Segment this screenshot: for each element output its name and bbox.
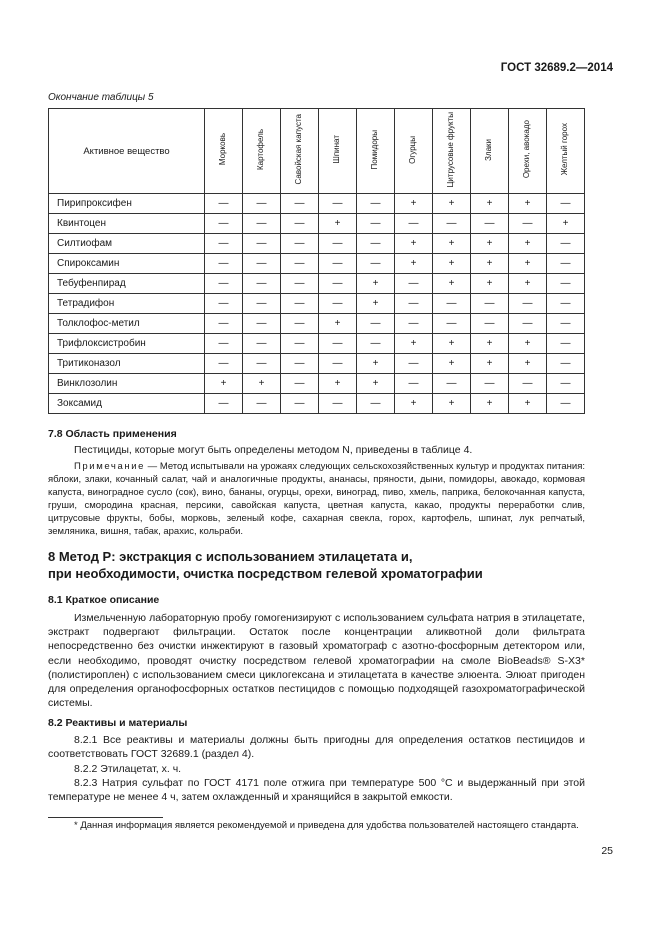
- substance-name: Тебуфенпирад: [49, 274, 205, 294]
- note: [48, 461, 585, 538]
- table-cell: —: [243, 214, 281, 234]
- table-cell: —: [319, 254, 357, 274]
- substance-name: Тетрадифон: [49, 294, 205, 314]
- table-cell: +: [471, 254, 509, 274]
- note-text: — Метод испытывали на урожаях следующих сельскохозяйственных культур и продуктах питания: яблоки, злаки, кочанный салат, чай и аналогичные продукты, ананасы, пряности, дыни, помидоры, авокадо, кормовая капуста, виноградное сусло (сок), вино, бананы, огурцы, орехи, виноград, пиво, хмель, паприка, белокочанная капуста, груши, смородина красная, персики, савойская капуста, цветная капуста, какао, продукты переработки слив, цитрусовые фрукты, бобы, морковь, зеленый кофе, сахарная свекла, горох, картофель, шпинат, лук репчатый, земляника, вишня, табак, арахис, кольраби.: [48, 461, 585, 537]
- column-header: Орехи, авокадо: [509, 109, 547, 194]
- table-cell: +: [509, 394, 547, 414]
- table-cell: —: [433, 294, 471, 314]
- table-cell: —: [547, 254, 585, 274]
- table-cell: +: [243, 374, 281, 394]
- section-7-8-text: Пестициды, которые могут быть определены методом N, приведены в таблице 4.: [74, 444, 473, 456]
- substance-name: Тритиконазол: [49, 354, 205, 374]
- table-cell: —: [281, 334, 319, 354]
- table-cell: —: [243, 194, 281, 214]
- table-cell: —: [547, 274, 585, 294]
- substance-name: Квинтоцен: [49, 214, 205, 234]
- section-8-heading-line-2: при необходимости, очистка посредством гелевой хроматографии: [48, 566, 483, 581]
- table-header-row: [49, 109, 585, 194]
- table-cell: +: [433, 354, 471, 374]
- table-cell: —: [471, 374, 509, 394]
- section-8-1-text: Измельченную лабораторную пробу гомогенизируют с использованием сульфата натрия в этилацетате, экстракт подвергают фильтрации. Остаток после концентрации аликвотной доли фильтрата непосредственно без очистки инжектируют в газовый хроматограф с азотно-фосфорным детектором или, если необходимо, проводят очистку посредством гелевой хроматографии на смоле BioBeads® S-X3* (полистироплен) с использованием смеси циклогексана и этилацетата в качестве элюента. Элюат пригоден для определения органофосфорных остатков пестицидов с помощью подходящей газохроматографической системы.: [48, 612, 585, 710]
- column-header: Шпинат: [319, 109, 357, 194]
- column-header: Савойская капуста: [281, 109, 319, 194]
- table-cell: —: [243, 254, 281, 274]
- table-cell: —: [319, 194, 357, 214]
- table-cell: —: [509, 314, 547, 334]
- section-8-heading-line-1: 8 Метод P: экстракция с использованием этилацетата и,: [48, 549, 413, 564]
- table-cell: —: [357, 214, 395, 234]
- table-cell: —: [243, 354, 281, 374]
- column-header: Огурцы: [395, 109, 433, 194]
- table-cell: —: [281, 374, 319, 394]
- table-cell: —: [205, 254, 243, 274]
- table-cell: —: [243, 394, 281, 414]
- table-cell: —: [319, 234, 357, 254]
- table-cell: —: [205, 294, 243, 314]
- table-cell: —: [395, 354, 433, 374]
- table-cell: +: [471, 354, 509, 374]
- substance-name: Спироксамин: [49, 254, 205, 274]
- table-cell: —: [319, 334, 357, 354]
- table-row: [49, 294, 585, 314]
- table-cell: —: [243, 314, 281, 334]
- table-cell: —: [395, 294, 433, 314]
- substance-name: Трифлоксистробин: [49, 334, 205, 354]
- section-8-2-1: 8.2.1 Все реактивы и материалы должны быть пригодны для определения остатков пестицидов и соответствовать ГОСТ 32689.1 (раздел 4).: [48, 734, 585, 761]
- table-body: [49, 194, 585, 414]
- substance-name: Силтиофам: [49, 234, 205, 254]
- table-cell: +: [471, 274, 509, 294]
- table-cell: —: [205, 274, 243, 294]
- table-row: [49, 354, 585, 374]
- table-row: [49, 214, 585, 234]
- footnote-divider: [48, 817, 163, 818]
- table-cell: —: [205, 334, 243, 354]
- table-cell: +: [547, 214, 585, 234]
- table-cell: —: [243, 234, 281, 254]
- table-cell: +: [509, 354, 547, 374]
- section-7-8-heading: 7.8 Область применения: [48, 428, 177, 440]
- table-cell: +: [509, 254, 547, 274]
- section-8-heading: [48, 548, 585, 582]
- table-cell: —: [281, 254, 319, 274]
- table-cell: —: [433, 314, 471, 334]
- table-cell: +: [433, 234, 471, 254]
- table-row: [49, 234, 585, 254]
- column-header: Морковь: [205, 109, 243, 194]
- table-cell: —: [395, 214, 433, 234]
- table-cell: —: [357, 334, 395, 354]
- residue-table: [48, 108, 585, 414]
- substance-name: Пирипроксифен: [49, 194, 205, 214]
- table-cell: —: [509, 214, 547, 234]
- table-cell: —: [205, 394, 243, 414]
- table-cell: —: [281, 394, 319, 414]
- table-cell: —: [547, 354, 585, 374]
- table-cell: —: [319, 294, 357, 314]
- table-cell: —: [547, 234, 585, 254]
- table-cell: +: [395, 394, 433, 414]
- column-header: Желтый горох: [547, 109, 585, 194]
- table-cell: —: [471, 294, 509, 314]
- table-cell: +: [319, 314, 357, 334]
- column-header: Картофель: [243, 109, 281, 194]
- table-cell: —: [205, 194, 243, 214]
- column-header: Злаки: [471, 109, 509, 194]
- table-cell: +: [509, 234, 547, 254]
- table-cell: —: [281, 294, 319, 314]
- table-cell: —: [357, 194, 395, 214]
- table-cell: —: [357, 234, 395, 254]
- table-cell: +: [433, 194, 471, 214]
- table-cell: —: [243, 294, 281, 314]
- table-caption: Окончание таблицы 5: [48, 92, 154, 103]
- table-cell: +: [509, 194, 547, 214]
- table-cell: —: [205, 314, 243, 334]
- table-cell: —: [509, 374, 547, 394]
- table-cell: +: [395, 334, 433, 354]
- column-header-substance: Активное вещество: [49, 109, 205, 194]
- table-cell: —: [243, 274, 281, 294]
- table-row: [49, 394, 585, 414]
- table-row: [49, 334, 585, 354]
- table-cell: —: [547, 334, 585, 354]
- table-cell: —: [319, 354, 357, 374]
- table-cell: —: [547, 314, 585, 334]
- table-cell: +: [357, 374, 395, 394]
- table-cell: —: [319, 274, 357, 294]
- table-row: [49, 194, 585, 214]
- table-cell: +: [395, 194, 433, 214]
- table-cell: +: [471, 394, 509, 414]
- table-row: [49, 274, 585, 294]
- substance-name: Винклозолин: [49, 374, 205, 394]
- table-cell: —: [547, 294, 585, 314]
- section-8-2-heading: 8.2 Реактивы и материалы: [48, 717, 188, 729]
- table-cell: —: [243, 334, 281, 354]
- table-cell: —: [281, 274, 319, 294]
- table-cell: —: [281, 214, 319, 234]
- table-cell: —: [357, 254, 395, 274]
- table-cell: +: [509, 334, 547, 354]
- table-cell: —: [547, 394, 585, 414]
- table-cell: +: [471, 194, 509, 214]
- table-row: [49, 374, 585, 394]
- column-header: Цитрусовые фрукты: [433, 109, 471, 194]
- footnote: * Данная информация является рекомендуемой и приведена для удобства пользователей настоящего стандарта.: [74, 820, 579, 831]
- section-8-2-2: 8.2.2 Этилацетат, х. ч.: [74, 763, 182, 775]
- table-cell: +: [433, 394, 471, 414]
- table-cell: —: [281, 234, 319, 254]
- table-cell: —: [395, 314, 433, 334]
- table-cell: +: [357, 294, 395, 314]
- table-cell: +: [433, 334, 471, 354]
- table-cell: —: [547, 194, 585, 214]
- table-cell: —: [395, 374, 433, 394]
- table-cell: —: [471, 214, 509, 234]
- table-cell: +: [433, 274, 471, 294]
- note-label: Примечание: [74, 461, 145, 472]
- table-cell: +: [395, 234, 433, 254]
- table-cell: —: [281, 314, 319, 334]
- table-cell: —: [433, 214, 471, 234]
- table-cell: —: [205, 234, 243, 254]
- table-cell: —: [509, 294, 547, 314]
- page-number: 25: [601, 845, 613, 857]
- table-cell: —: [547, 374, 585, 394]
- table-row: [49, 254, 585, 274]
- table-cell: +: [319, 214, 357, 234]
- table-cell: +: [509, 274, 547, 294]
- table-cell: +: [395, 254, 433, 274]
- substance-name: Толклофос-метил: [49, 314, 205, 334]
- table-cell: +: [471, 234, 509, 254]
- table-cell: —: [205, 214, 243, 234]
- table-cell: +: [471, 334, 509, 354]
- column-header: Помидоры: [357, 109, 395, 194]
- standard-number: ГОСТ 32689.2—2014: [500, 62, 613, 74]
- section-8-1-heading: 8.1 Краткое описание: [48, 594, 160, 606]
- table-cell: —: [281, 354, 319, 374]
- table-cell: —: [395, 274, 433, 294]
- table-row: [49, 314, 585, 334]
- table-cell: +: [319, 374, 357, 394]
- table-cell: +: [357, 274, 395, 294]
- table-cell: —: [471, 314, 509, 334]
- substance-name: Зоксамид: [49, 394, 205, 414]
- table-cell: +: [433, 254, 471, 274]
- table-cell: +: [357, 354, 395, 374]
- table-cell: —: [357, 394, 395, 414]
- table-cell: —: [319, 394, 357, 414]
- table-cell: —: [281, 194, 319, 214]
- table-cell: +: [205, 374, 243, 394]
- table-cell: —: [205, 354, 243, 374]
- section-8-2-3: 8.2.3 Натрия сульфат по ГОСТ 4171 поле отжига при температуре 500 °С и выдержанный при этой температуре не менее 4 ч, затем охлажденный и хранящийся в закрытой емкости.: [48, 777, 585, 804]
- table-cell: —: [433, 374, 471, 394]
- table-cell: —: [357, 314, 395, 334]
